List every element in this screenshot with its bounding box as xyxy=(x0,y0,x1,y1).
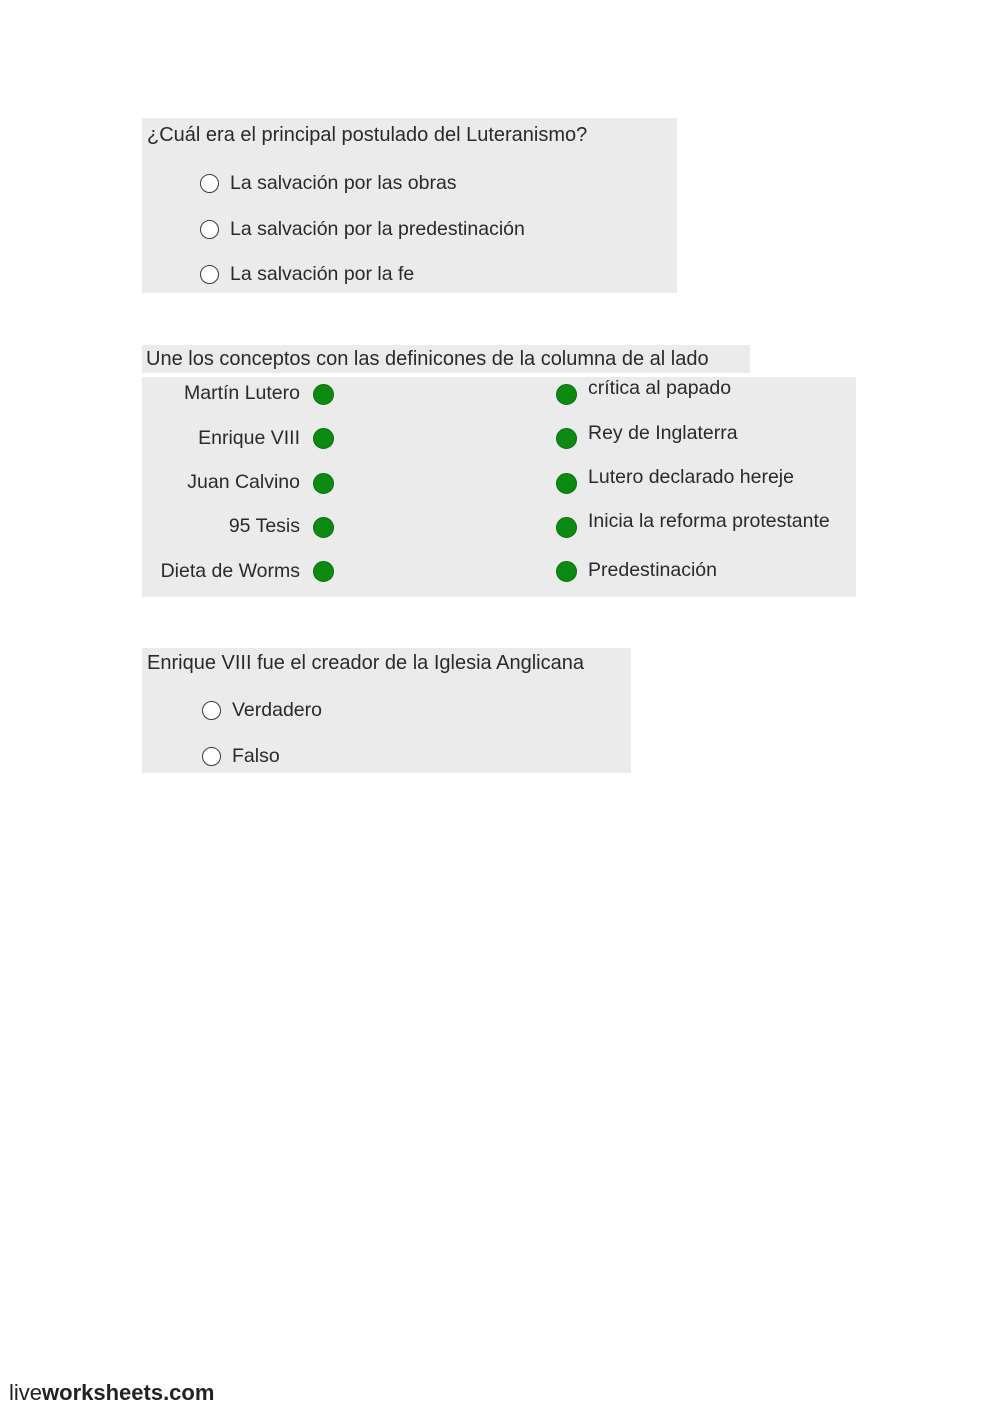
definition-connector-dot[interactable] xyxy=(556,384,577,405)
concept-label: Enrique VIII xyxy=(198,427,300,449)
definition-connector-dot[interactable] xyxy=(556,428,577,449)
definition-connector-dot[interactable] xyxy=(556,517,577,538)
question-3-option-true[interactable] xyxy=(202,697,322,723)
radio-button[interactable] xyxy=(200,220,219,239)
definition-label: Rey de Inglaterra xyxy=(588,422,738,444)
option-label: La salvación por las obras xyxy=(230,171,457,194)
question-3-option-false[interactable] xyxy=(202,743,280,769)
concept-label: 95 Tesis xyxy=(228,515,300,537)
definition-label: crítica al papado xyxy=(588,377,732,399)
concept-connector-dot[interactable] xyxy=(313,473,334,494)
question-3-card xyxy=(142,648,631,773)
option-label: Falso xyxy=(232,744,280,767)
definition-label: Predestinación xyxy=(588,559,717,581)
matching-panel xyxy=(142,377,856,597)
question-2-text: Une los conceptos con las definicones de la columna de al lado xyxy=(142,345,750,373)
concept-connector-dot[interactable] xyxy=(313,561,334,582)
radio-button[interactable] xyxy=(200,174,219,193)
concept-label: Juan Calvino xyxy=(187,471,300,493)
option-label: La salvación por la predestinación xyxy=(230,217,525,240)
concept-label: Dieta de Worms xyxy=(160,560,300,582)
concept-connector-dot[interactable] xyxy=(313,384,334,405)
concept-label: Martín Lutero xyxy=(184,382,300,404)
definition-connector-dot[interactable] xyxy=(556,473,577,494)
radio-button[interactable] xyxy=(202,701,221,720)
question-1-option-3[interactable] xyxy=(200,261,414,287)
question-1-option-1[interactable] xyxy=(200,170,457,196)
liveworksheets-logo xyxy=(9,1380,214,1406)
logo-light-text: live xyxy=(9,1380,43,1405)
question-1-card xyxy=(142,118,677,293)
logo-bold-text: worksheets.com xyxy=(42,1380,215,1405)
radio-button[interactable] xyxy=(202,747,221,766)
radio-button[interactable] xyxy=(200,265,219,284)
concept-connector-dot[interactable] xyxy=(313,428,334,449)
concept-connector-dot[interactable] xyxy=(313,517,334,538)
definition-connector-dot[interactable] xyxy=(556,561,577,582)
definition-label: Lutero declarado hereje xyxy=(588,466,794,488)
question-3-text: Enrique VIII fue el creador de la Iglesia Anglicana xyxy=(147,652,584,674)
definition-label: Inicia la reforma protestante xyxy=(588,510,830,532)
option-label: Verdadero xyxy=(232,698,322,721)
option-label: La salvación por la fe xyxy=(230,262,415,285)
question-1-text: ¿Cuál era el principal postulado del Luteranismo? xyxy=(147,124,588,146)
question-1-option-2[interactable] xyxy=(200,216,525,242)
